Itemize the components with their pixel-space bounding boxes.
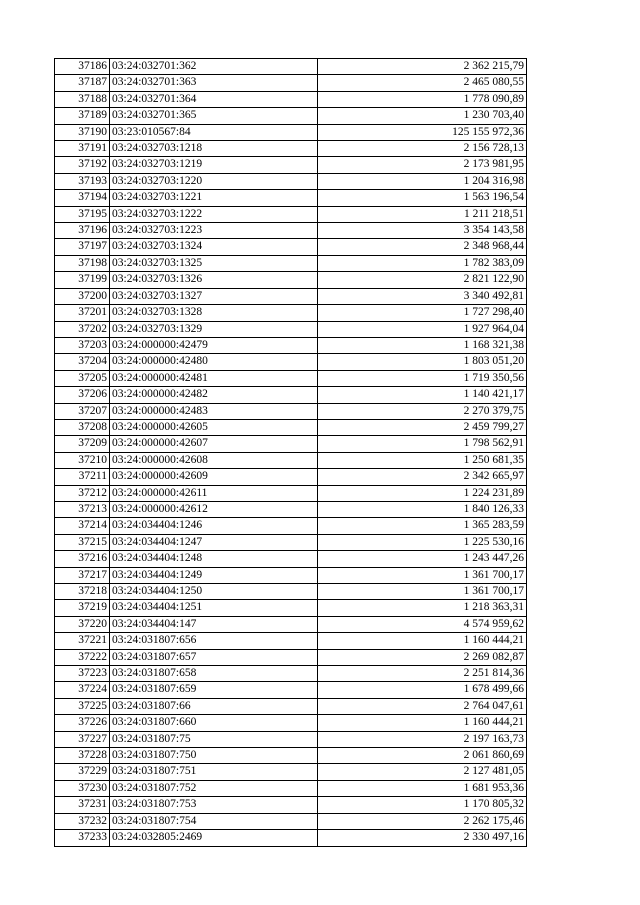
- cadastral-value: 1 803 051,20: [318, 354, 527, 370]
- table-row: [55, 780, 527, 796]
- cadastral-number: 03:24:000000:42479: [110, 337, 318, 353]
- cadastral-value: 2 821 122,90: [318, 272, 527, 288]
- row-number: 37207: [55, 403, 110, 419]
- table-row: [55, 633, 527, 649]
- table-row: [55, 190, 527, 206]
- table-row: [55, 616, 527, 632]
- cadastral-value: 2 764 047,61: [318, 698, 527, 714]
- table-row: [55, 305, 527, 321]
- row-number: 37203: [55, 337, 110, 353]
- cadastral-value: 2 061 860,69: [318, 748, 527, 764]
- cadastral-number: 03:24:032805:2469: [110, 830, 318, 846]
- cadastral-value: 1 140 421,17: [318, 387, 527, 403]
- cadastral-number: 03:24:031807:754: [110, 813, 318, 829]
- cadastral-value: 2 127 481,05: [318, 764, 527, 780]
- row-number: 37210: [55, 452, 110, 468]
- row-number: 37200: [55, 288, 110, 304]
- cadastral-number: 03:24:000000:42605: [110, 419, 318, 435]
- table-row: [55, 288, 527, 304]
- cadastral-number: 03:24:031807:66: [110, 698, 318, 714]
- table-row: [55, 469, 527, 485]
- cadastral-number: 03:24:031807:656: [110, 633, 318, 649]
- row-number: 37220: [55, 616, 110, 632]
- cadastral-number: 03:24:032703:1220: [110, 173, 318, 189]
- cadastral-value: 1 840 126,33: [318, 501, 527, 517]
- cadastral-number: 03:24:032703:1221: [110, 190, 318, 206]
- cadastral-value: 1 719 350,56: [318, 370, 527, 386]
- row-number: 37229: [55, 764, 110, 780]
- cadastral-number: 03:24:031807:657: [110, 649, 318, 665]
- cadastral-number: 03:24:034404:1249: [110, 567, 318, 583]
- cadastral-value: 1 563 196,54: [318, 190, 527, 206]
- row-number: 37218: [55, 584, 110, 600]
- table-row: [55, 534, 527, 550]
- table-row: [55, 551, 527, 567]
- row-number: 37226: [55, 715, 110, 731]
- cadastral-number: 03:24:031807:753: [110, 797, 318, 813]
- cadastral-number: 03:24:031807:660: [110, 715, 318, 731]
- cadastral-value: 2 362 215,79: [318, 59, 527, 75]
- cadastral-value: 2 197 163,73: [318, 731, 527, 747]
- row-number: 37198: [55, 255, 110, 271]
- cadastral-number: 03:24:032703:1326: [110, 272, 318, 288]
- row-number: 37195: [55, 206, 110, 222]
- table-row: [55, 387, 527, 403]
- table-row: [55, 370, 527, 386]
- table-row: [55, 600, 527, 616]
- table-row: [55, 157, 527, 173]
- cadastral-number: 03:24:031807:659: [110, 682, 318, 698]
- table-row: [55, 403, 527, 419]
- cadastral-number: 03:24:000000:42480: [110, 354, 318, 370]
- cadastral-value: 2 262 175,46: [318, 813, 527, 829]
- cadastral-value: 2 459 799,27: [318, 419, 527, 435]
- table-row: [55, 75, 527, 91]
- row-number: 37193: [55, 173, 110, 189]
- cadastral-value: 2 269 082,87: [318, 649, 527, 665]
- row-number: 37225: [55, 698, 110, 714]
- cadastral-number: 03:24:000000:42482: [110, 387, 318, 403]
- cadastral-value: 2 270 379,75: [318, 403, 527, 419]
- table-row: [55, 797, 527, 813]
- row-number: 37186: [55, 59, 110, 75]
- table-row: [55, 813, 527, 829]
- cadastral-value: 3 354 143,58: [318, 223, 527, 239]
- row-number: 37223: [55, 666, 110, 682]
- cadastral-value: 1 681 953,36: [318, 780, 527, 796]
- cadastral-value: 2 330 497,16: [318, 830, 527, 846]
- cadastral-number: 03:24:032703:1223: [110, 223, 318, 239]
- cadastral-number: 03:24:034404:1247: [110, 534, 318, 550]
- table-row: [55, 108, 527, 124]
- table-row: [55, 567, 527, 583]
- cadastral-value: 2 342 665,97: [318, 469, 527, 485]
- cadastral-number: 03:24:031807:658: [110, 666, 318, 682]
- cadastral-number: 03:24:000000:42611: [110, 485, 318, 501]
- cadastral-number: 03:24:032701:362: [110, 59, 318, 75]
- cadastral-number: 03:24:034404:1251: [110, 600, 318, 616]
- cadastral-value: 1 160 444,21: [318, 633, 527, 649]
- table-row: [55, 173, 527, 189]
- row-number: 37215: [55, 534, 110, 550]
- table-row: [55, 124, 527, 140]
- row-number: 37216: [55, 551, 110, 567]
- table-row: [55, 666, 527, 682]
- cadastral-number: 03:24:000000:42612: [110, 501, 318, 517]
- table-row: [55, 649, 527, 665]
- row-number: 37190: [55, 124, 110, 140]
- row-number: 37202: [55, 321, 110, 337]
- cadastral-value: 1 361 700,17: [318, 567, 527, 583]
- cadastral-number: 03:24:000000:42481: [110, 370, 318, 386]
- table-row: [55, 223, 527, 239]
- cadastral-value: 1 727 298,40: [318, 305, 527, 321]
- row-number: 37228: [55, 748, 110, 764]
- cadastral-value: 2 156 728,13: [318, 141, 527, 157]
- cadastral-value: 1 225 530,16: [318, 534, 527, 550]
- cadastral-number: 03:24:032703:1218: [110, 141, 318, 157]
- table-row: [55, 485, 527, 501]
- table-row: [55, 715, 527, 731]
- table-row: [55, 436, 527, 452]
- cadastral-value: 1 782 383,09: [318, 255, 527, 271]
- row-number: 37196: [55, 223, 110, 239]
- cadastral-number: 03:24:032703:1327: [110, 288, 318, 304]
- row-number: 37209: [55, 436, 110, 452]
- cadastral-number: 03:24:032703:1219: [110, 157, 318, 173]
- table-body: [55, 59, 527, 847]
- row-number: 37201: [55, 305, 110, 321]
- cadastral-number: 03:24:031807:752: [110, 780, 318, 796]
- row-number: 37219: [55, 600, 110, 616]
- table-row: [55, 682, 527, 698]
- cadastral-value: 1 170 805,32: [318, 797, 527, 813]
- table-row: [55, 141, 527, 157]
- row-number: 37199: [55, 272, 110, 288]
- cadastral-number: 03:24:031807:750: [110, 748, 318, 764]
- cadastral-number: 03:24:000000:42608: [110, 452, 318, 468]
- table-row: [55, 59, 527, 75]
- cadastral-number: 03:24:031807:75: [110, 731, 318, 747]
- row-number: 37189: [55, 108, 110, 124]
- table-row: [55, 830, 527, 846]
- table-row: [55, 255, 527, 271]
- cadastral-value: 3 340 492,81: [318, 288, 527, 304]
- table-row: [55, 272, 527, 288]
- cadastral-value: 1 224 231,89: [318, 485, 527, 501]
- cadastral-number: 03:24:032701:365: [110, 108, 318, 124]
- cadastral-value: 2 173 981,95: [318, 157, 527, 173]
- row-number: 37217: [55, 567, 110, 583]
- cadastral-value: 1 218 363,31: [318, 600, 527, 616]
- table-row: [55, 206, 527, 222]
- table-row: [55, 748, 527, 764]
- row-number: 37191: [55, 141, 110, 157]
- cadastral-value: 4 574 959,62: [318, 616, 527, 632]
- table-row: [55, 501, 527, 517]
- cadastral-value: 1 160 444,21: [318, 715, 527, 731]
- row-number: 37197: [55, 239, 110, 255]
- cadastral-number: 03:24:000000:42609: [110, 469, 318, 485]
- row-number: 37232: [55, 813, 110, 829]
- cadastral-value: 1 250 681,35: [318, 452, 527, 468]
- cadastral-value: 1 365 283,59: [318, 518, 527, 534]
- table-row: [55, 337, 527, 353]
- table-row: [55, 698, 527, 714]
- cadastral-value: 2 465 080,55: [318, 75, 527, 91]
- cadastral-value: 125 155 972,36: [318, 124, 527, 140]
- cadastral-number: 03:24:034404:1250: [110, 584, 318, 600]
- table-row: [55, 452, 527, 468]
- cadastral-number: 03:24:032703:1329: [110, 321, 318, 337]
- row-number: 37233: [55, 830, 110, 846]
- row-number: 37194: [55, 190, 110, 206]
- table-row: [55, 354, 527, 370]
- row-number: 37192: [55, 157, 110, 173]
- cadastral-number: 03:24:034404:1248: [110, 551, 318, 567]
- row-number: 37227: [55, 731, 110, 747]
- cadastral-value: 1 211 218,51: [318, 206, 527, 222]
- cadastral-number: 03:24:034404:147: [110, 616, 318, 632]
- cadastral-value: 2 251 814,36: [318, 666, 527, 682]
- cadastral-value: 1 798 562,91: [318, 436, 527, 452]
- cadastral-value: 1 243 447,26: [318, 551, 527, 567]
- table-row: [55, 419, 527, 435]
- table-row: [55, 91, 527, 107]
- cadastral-value: 1 204 316,98: [318, 173, 527, 189]
- cadastral-number: 03:24:032701:363: [110, 75, 318, 91]
- table-row: [55, 321, 527, 337]
- cadastral-number: 03:24:032703:1222: [110, 206, 318, 222]
- row-number: 37230: [55, 780, 110, 796]
- cadastral-value: 1 230 703,40: [318, 108, 527, 124]
- cadastral-value: 1 927 964,04: [318, 321, 527, 337]
- cadastral-value: 1 678 499,66: [318, 682, 527, 698]
- row-number: 37208: [55, 419, 110, 435]
- row-number: 37204: [55, 354, 110, 370]
- cadastral-number: 03:24:034404:1246: [110, 518, 318, 534]
- row-number: 37211: [55, 469, 110, 485]
- row-number: 37188: [55, 91, 110, 107]
- row-number: 37214: [55, 518, 110, 534]
- cadastral-number: 03:24:000000:42607: [110, 436, 318, 452]
- cadastral-number: 03:24:032703:1325: [110, 255, 318, 271]
- row-number: 37222: [55, 649, 110, 665]
- table-row: [55, 518, 527, 534]
- row-number: 37213: [55, 501, 110, 517]
- row-number: 37206: [55, 387, 110, 403]
- cadastral-number: 03:23:010567:84: [110, 124, 318, 140]
- cadastral-value-table: [54, 58, 527, 847]
- row-number: 37187: [55, 75, 110, 91]
- table-row: [55, 764, 527, 780]
- cadastral-number: 03:24:032703:1324: [110, 239, 318, 255]
- cadastral-number: 03:24:000000:42483: [110, 403, 318, 419]
- table-row: [55, 731, 527, 747]
- cadastral-value: 1 168 321,38: [318, 337, 527, 353]
- table-row: [55, 239, 527, 255]
- row-number: 37231: [55, 797, 110, 813]
- cadastral-value: 1 361 700,17: [318, 584, 527, 600]
- row-number: 37205: [55, 370, 110, 386]
- row-number: 37221: [55, 633, 110, 649]
- row-number: 37212: [55, 485, 110, 501]
- row-number: 37224: [55, 682, 110, 698]
- cadastral-value: 2 348 968,44: [318, 239, 527, 255]
- cadastral-number: 03:24:032703:1328: [110, 305, 318, 321]
- cadastral-number: 03:24:031807:751: [110, 764, 318, 780]
- table-row: [55, 584, 527, 600]
- cadastral-number: 03:24:032701:364: [110, 91, 318, 107]
- cadastral-value: 1 778 090,89: [318, 91, 527, 107]
